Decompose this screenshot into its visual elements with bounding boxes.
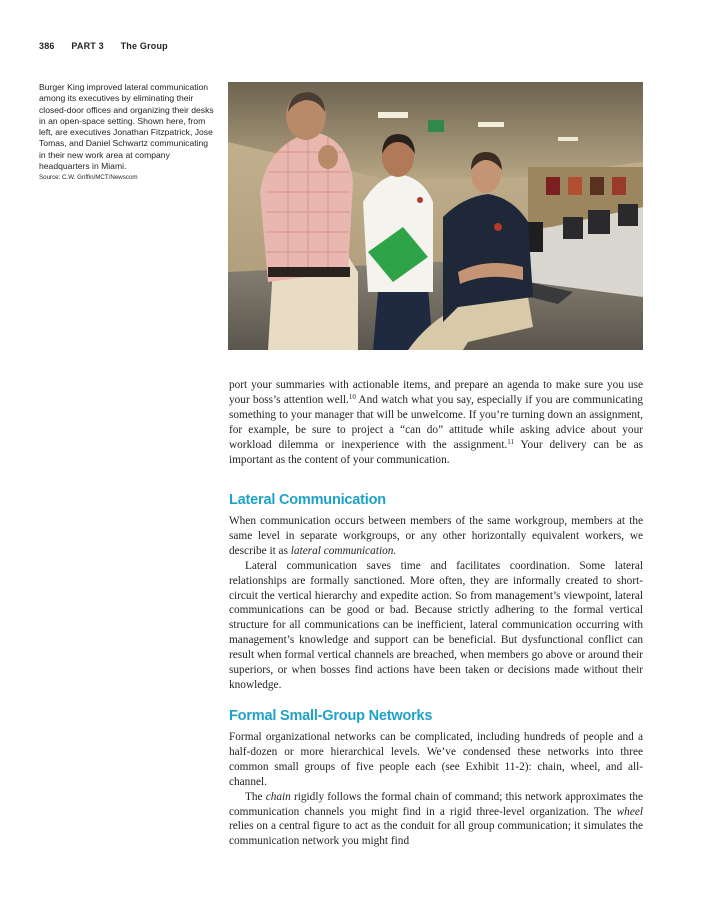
lateral-section bbox=[229, 514, 643, 693]
lateral-paragraph-2: Lateral communication saves time and facilitates coordination. Some lateral relationships are formally sanctioned. More often, they are informally created to short-circuit the vertical hierarchy and expedite action. So from management’s viewpoint, lateral communications can be good or bad. Because strictly adhering to the formal vertical structure for all communications can be inefficient, lateral communication occurring with management’s knowledge and support can be beneficial. But dysfunctional conflict can result when formal vertical channels are breached, when members go above or around their superiors, or when bosses find actions have been taken or decisions made without their knowledge. bbox=[229, 559, 643, 691]
intro-text-b: And watch what you say, especially if you are communicating something to your manager that will be unwelcome. If you’re turning down an assignment, for example, be sure to project a “can do” attitude while asking advice about your workload dilemma or inexperience with the assignment. bbox=[229, 393, 643, 451]
caption-text: Burger King improved lateral communication among its executives by eliminating their closed-door offices and organizing their desks in an open-space setting. Shown here, from left, are executives Jonathan Fitzpatrick, Jose Tomas, and Daniel Schwartz communicating in their new work area at company headquarters in Miami. bbox=[39, 82, 214, 172]
intro-text-a: port your summaries with actionable items, and prepare an agenda to make sure you use your boss’s attention well. bbox=[229, 379, 643, 406]
caption-source: Source: C.W. Griffin/MCT/Newscom bbox=[39, 174, 138, 182]
heading-formal-small-group-networks: Formal Small-Group Networks bbox=[229, 708, 433, 724]
photo-caption bbox=[39, 82, 214, 182]
formal-paragraph-1: Formal organizational networks can be complicated, including hundreds of people and a half-dozen or more hierarchical levels. We’ve condensed these networks into three common small groups of five people each (see Exhibit 11-2): chain, wheel, and all-channel. bbox=[229, 731, 643, 788]
page-number: 386 bbox=[39, 41, 55, 51]
lateral-paragraph-1 bbox=[229, 514, 643, 559]
office-photo bbox=[228, 82, 643, 350]
lateral-text: When communication occurs between members of the same workgroup, members at the same level in separate workgroups, or any other horizontally equivalent workers, we describe it as bbox=[229, 515, 643, 557]
formal-text-c: relies on a central figure to act as the conduit for all group communication; it simulates the communication network you might find bbox=[229, 820, 643, 848]
part-label: PART 3 bbox=[71, 41, 104, 51]
term-wheel: wheel bbox=[616, 805, 643, 818]
formal-text-a: The bbox=[245, 790, 266, 803]
formal-paragraph-2 bbox=[229, 790, 643, 850]
running-header bbox=[39, 41, 182, 51]
intro-paragraph bbox=[229, 378, 643, 467]
formal-section bbox=[229, 730, 643, 849]
endnote-ref[interactable]: 10 bbox=[348, 392, 356, 401]
heading-lateral-communication: Lateral Communication bbox=[229, 492, 386, 508]
formal-text-b: rigidly follows the formal chain of command; this network approximates the communication channels you might find in a rigid three-level organization. The bbox=[229, 790, 643, 818]
term-lateral-communication: lateral communication. bbox=[290, 544, 397, 557]
part-title: The Group bbox=[120, 41, 168, 51]
endnote-ref[interactable]: 11 bbox=[507, 437, 515, 446]
intro-text-c: Your delivery can be as important as the content of your communication. bbox=[229, 438, 643, 466]
term-chain: chain bbox=[265, 790, 291, 803]
